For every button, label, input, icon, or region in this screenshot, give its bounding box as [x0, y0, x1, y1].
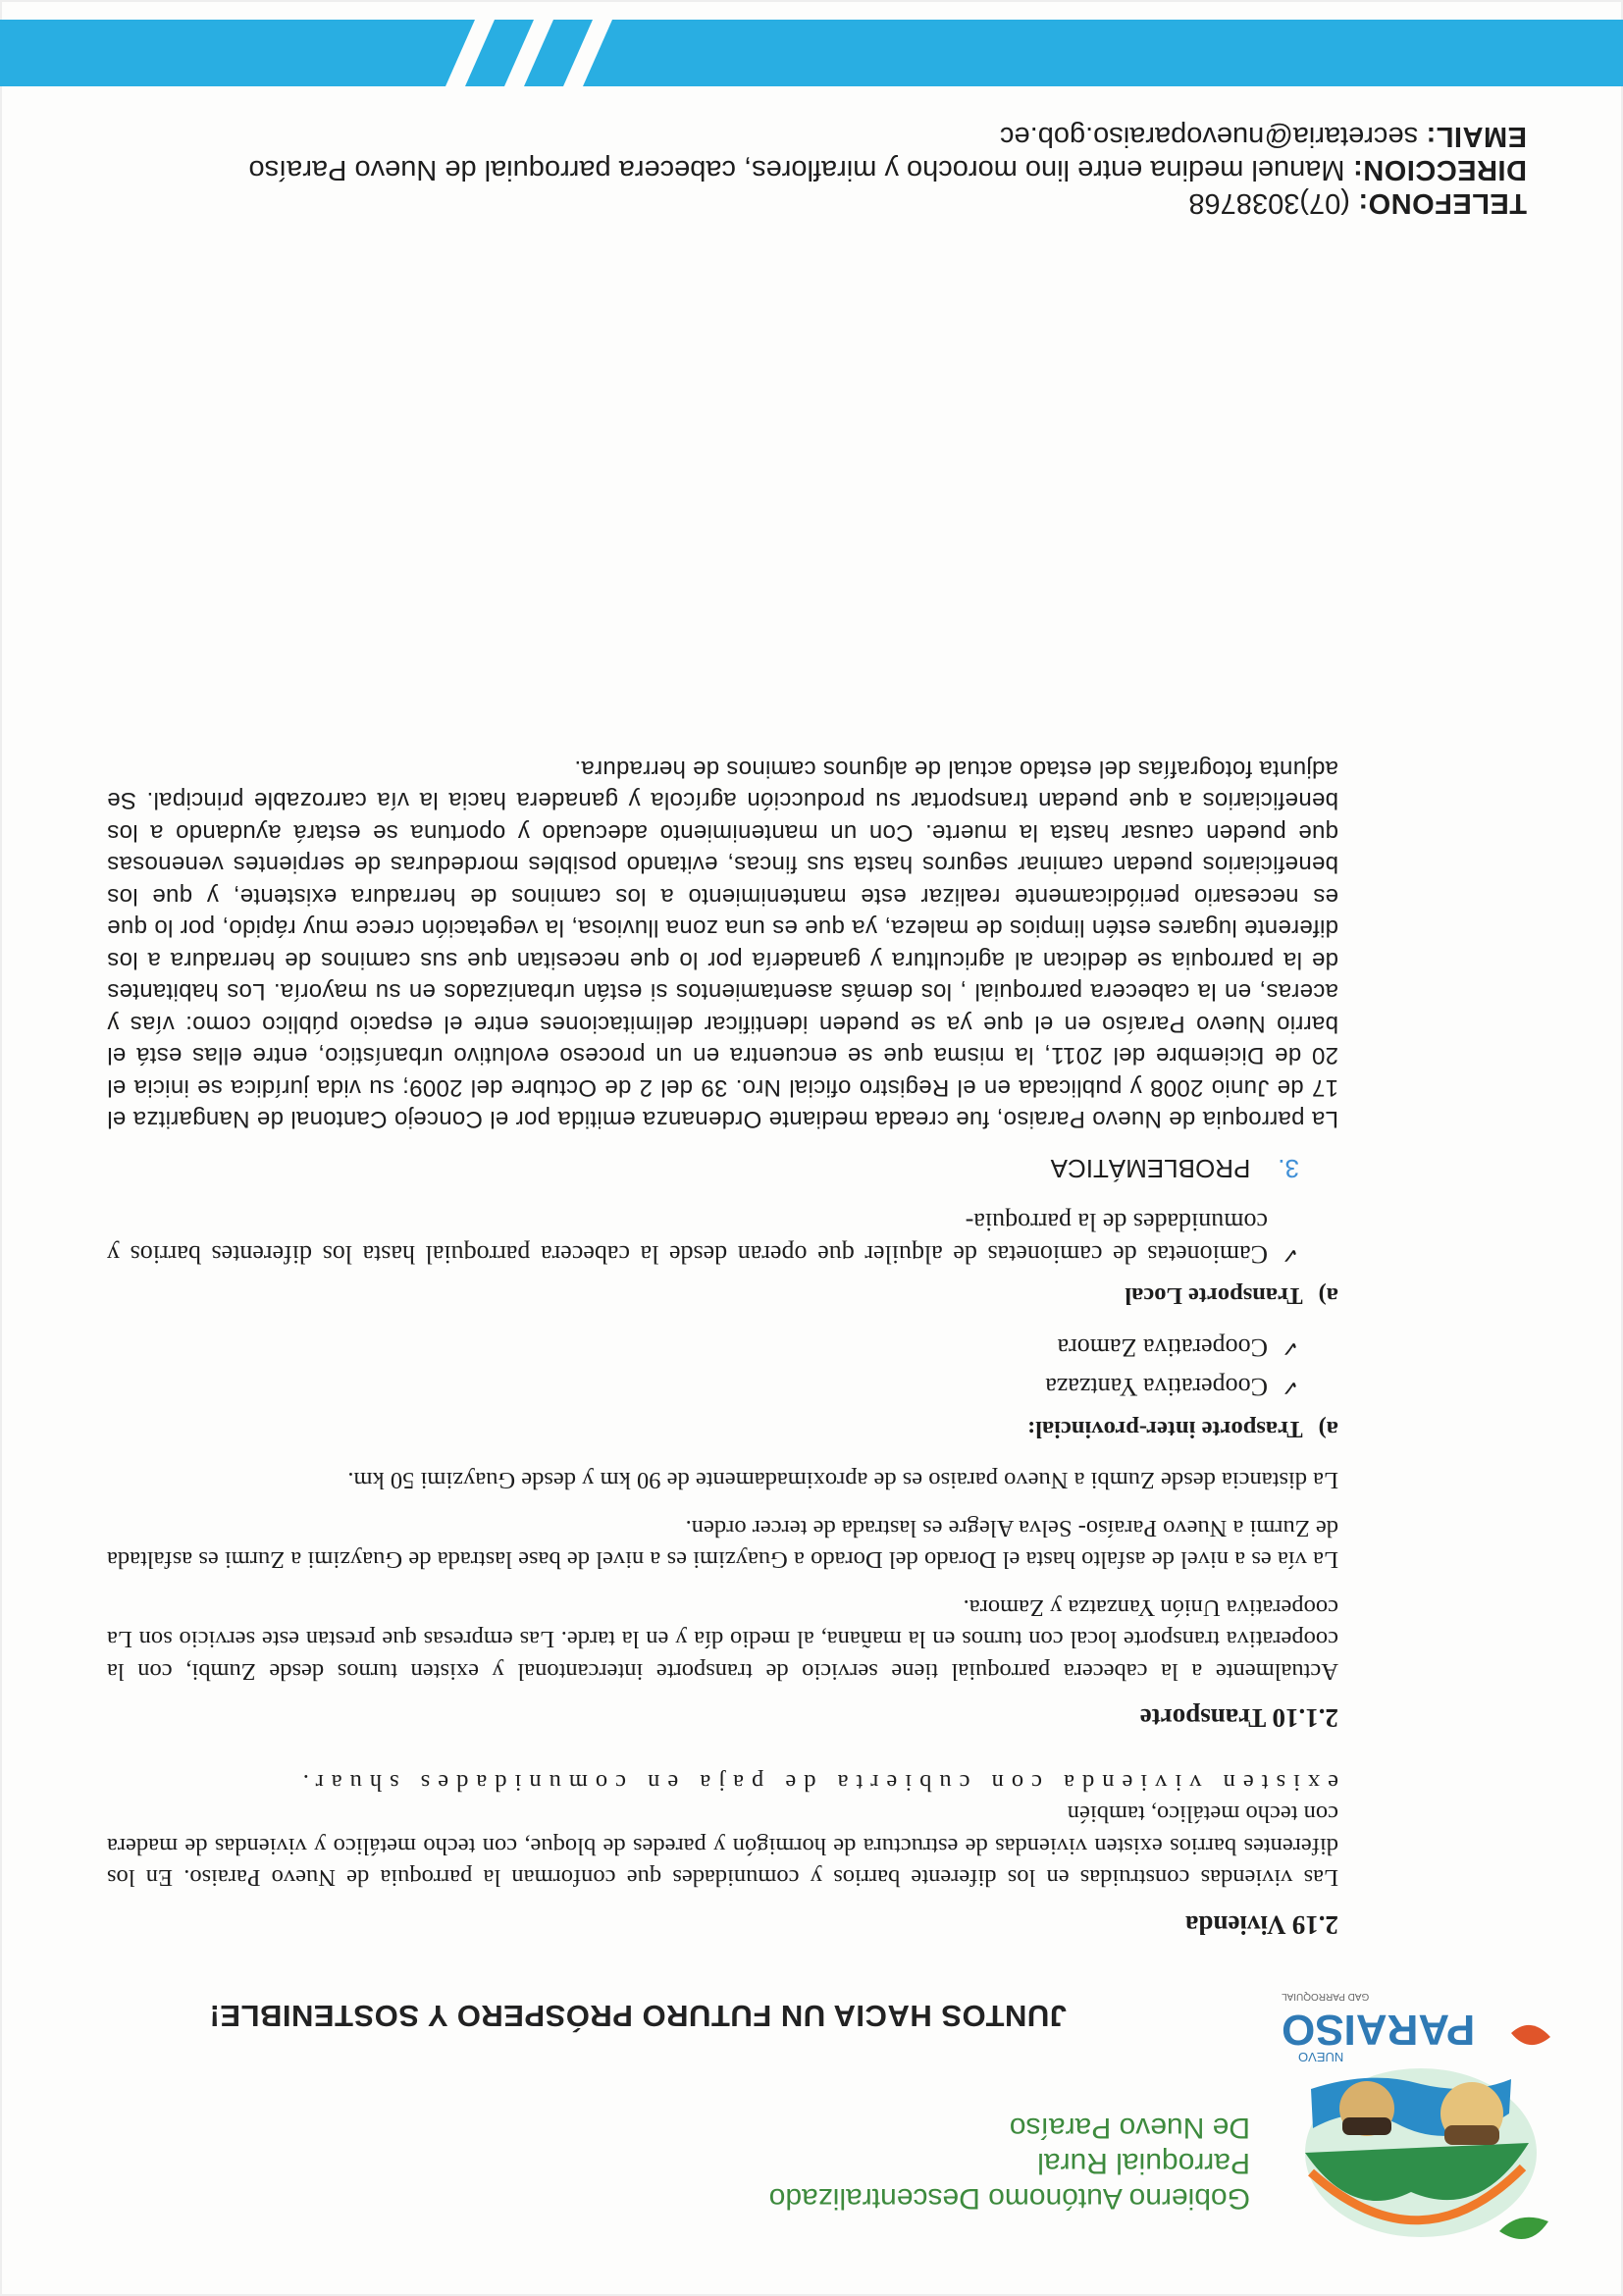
interprovincial-label: a): [1318, 1416, 1338, 1442]
section-heading-problematica: [107, 1153, 1299, 1185]
problematica-title: PROBLEMÁTICA: [1050, 1154, 1251, 1183]
section-heading-vivienda: 2.19 Vivienda: [1184, 1910, 1338, 1940]
vivienda-paragraph: Las viviendas construidas en los diferente barrios y comunidades que conforman la parroquia de Nuevo Paraiso. En los diferentes barrios existen viviendas de estructura de hormigón y paredes de bloque, con techo metálico y viviendas de madera con techo metálico, también: [107, 1800, 1338, 1892]
list-item: [107, 1371, 1299, 1403]
contact-info: [248, 120, 1527, 220]
vivienda-paragraph-end: existen vivienda con cubierta de paja en comunidades shuar.: [294, 1769, 1338, 1796]
local-transport-list: [107, 1206, 1338, 1270]
band-main: [583, 20, 1623, 86]
transporte-paragraph-1: Actualmente a la cabecera parroquial tiene servicio de transporte intercantonal y existen turnos desde Zumbi, con la cooperativa transporte local con turnos en la mañana, al medio día y en la tarde. Las empresas que prestan este servicio son La cooperativa Unión Yanzatza y Zamora.: [107, 1594, 1338, 1685]
contact-email: [248, 120, 1527, 153]
phone-label: TELEFONO:: [1357, 187, 1527, 219]
org-line-3: De Nuevo Paraíso: [1009, 2112, 1250, 2144]
nuevo-paraiso-logo-icon: [1264, 1976, 1568, 2261]
local-transport-heading: [107, 1279, 1338, 1312]
phone-value: (07)3038768: [1188, 187, 1350, 219]
list-item: [107, 1206, 1299, 1270]
interprovincial-title: Trasporte inter-provincial:: [1027, 1416, 1303, 1442]
list-item-text: Cooperativa Zamora: [1057, 1333, 1268, 1362]
band-stripe-1: [524, 20, 593, 86]
slogan: JUNTOS HACIA UN FUTURO PRÓSPERO Y SOSTENIBLE!: [209, 1999, 1067, 2033]
transporte-paragraph-3: La distancia desde Zumbi a Nuevo paraiso es de aproximadamente de 90 km y desde Guayzimi 50 km.: [347, 1467, 1338, 1494]
contact-address: [248, 153, 1527, 186]
logo-leaf: [1499, 2218, 1548, 2239]
logo-word-sub: GAD PARROQUIAL: [1282, 1991, 1370, 2002]
check-icon: ✓: [1281, 1242, 1299, 1267]
local-transport-label: a): [1318, 1282, 1338, 1310]
logo-figure-1-hat: [1444, 2125, 1499, 2145]
logo-word-main: PARAISO: [1282, 2006, 1476, 2054]
interprovincial-list: [107, 1331, 1338, 1403]
check-icon: ✓: [1281, 1375, 1299, 1400]
problematica-paragraph: La parroquia de Nuevo Paraiso, fue creada mediante Ordenanza emitida por el Concejo Cantonal de Nangaritza el 17 de Junio 2008 y publicada en el Registro oficial Nro. 39 del 2 de Octubre del 2009; su vida jurídica se inicia el 20 de Diciembre del 2011, la misma que se encuentra en un proceso evolutivo urbanístico, entre ellas está el barrio Nuevo Paraíso en el que ya se pueden identificar delimitaciones entre el espacio público como: vías y aceras, en la cabecera parroquial , los demás asentamientos si están urbanizados en su mayoría. Los habitantes de la parroquia se dedican al agricultura y ganadería por lo que necesitan que sus caminos de herradura a los diferente lugares estén limpios de maleza, ya que es una zona lluviosa, la vegetación crece muy rápido, por lo que es necesario periódicamente realizar este mantenimiento a los caminos de herradura existente, y que los beneficiarios puedan caminar seguros hasta sus fincas, evitando posibles mordeduras de serpientes venenosas que pueden causar hasta la muerte. Con un mantenimiento adecuado y oportuna se estará ayudando a los beneficiarios a que puedan transportar su producción agrícola y ganadera hacia la vía carrozable principal. Se adjunta fotografías del estado actual de algunos caminos de herradura.: [107, 756, 1338, 1133]
list-item: [107, 1331, 1299, 1364]
band-stripe-2: [465, 20, 534, 86]
address-label: DIRECCION:: [1352, 154, 1527, 185]
problematica-number: 3.: [1278, 1154, 1299, 1183]
transporte-paragraph-2: La vía es a nivel de asfalto hasta el Dorado del Dorado a Guayzimi es a nivel de base lastrada de Guayzimi a Zurmi es asfaltada de Zurmi a Nuevo Paraíso- Selva Alegre es lastrada de tercer orden.: [107, 1515, 1338, 1574]
logo-figure-2-hat: [1342, 2117, 1391, 2135]
footer-color-band: [0, 20, 1623, 86]
logo-flower: [1511, 2025, 1550, 2045]
email-value: secretaria@nuevoparaiso.gob.ec: [1000, 121, 1419, 152]
main-content: [107, 753, 1338, 1973]
list-item-text: Camionetas de camionetas de alquiler que operan desde la cabecera parroquial hasta los diferentes barrios y comunidades de la parroquia-: [107, 1208, 1268, 1269]
org-line-2: Parroquial Rural: [1037, 2147, 1250, 2179]
band-right: [0, 20, 475, 86]
organization-name: [769, 2110, 1250, 2216]
contact-phone: [248, 186, 1527, 220]
check-icon: ✓: [1281, 1335, 1299, 1360]
logo-word-top: NUEVO: [1298, 2050, 1344, 2064]
local-transport-title: Transporte Local: [1125, 1282, 1303, 1310]
list-item-text: Cooperativa Yantzaza: [1045, 1373, 1268, 1402]
letterhead: [0, 1972, 1623, 2296]
org-line-1: Gobierno Autónomo Descentralizado: [768, 2182, 1250, 2215]
address-value: Manuel medina entre lino morocho y miraflores, cabecera parroquial de Nuevo Paraíso: [248, 154, 1345, 185]
section-heading-transporte: 2.1.10 Transporte: [1139, 1703, 1338, 1734]
email-label: EMAIL:: [1426, 121, 1527, 152]
interprovincial-heading: [107, 1413, 1338, 1445]
